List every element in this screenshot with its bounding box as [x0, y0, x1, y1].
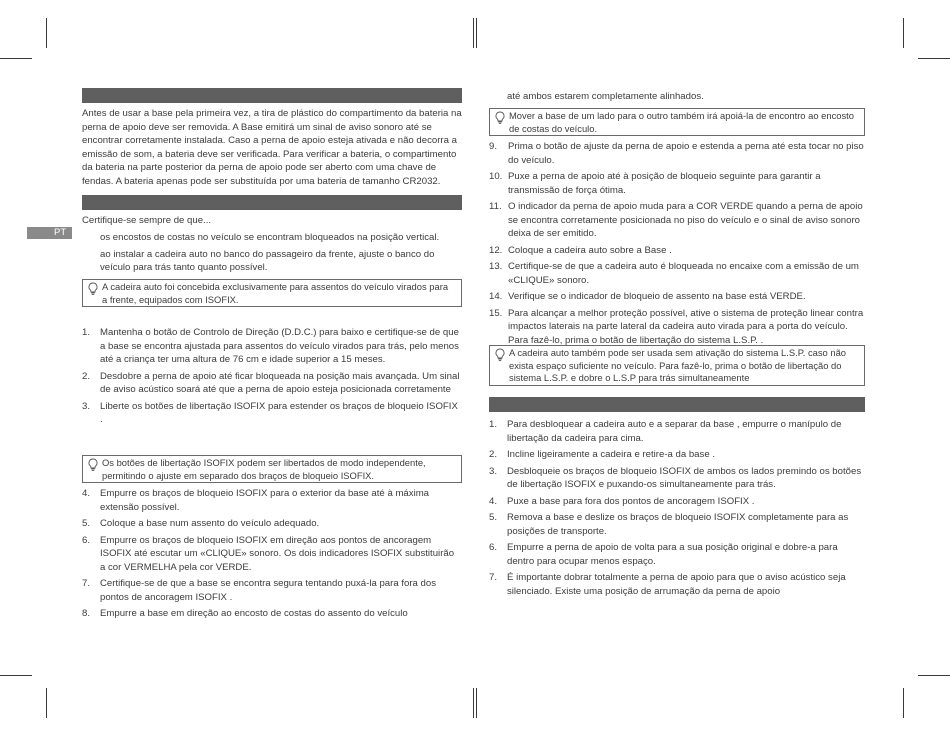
- list-item: 2. Incline ligeiramente a cadeira e retire-a da base .: [489, 449, 715, 460]
- check-intro: Certifique-se sempre de que...: [82, 215, 212, 226]
- language-tab: PT: [27, 227, 72, 239]
- list-item: 12. Coloque a cadeira auto sobre a Base .: [489, 244, 672, 256]
- crop-mark: [473, 18, 474, 48]
- section-header-bar: [489, 397, 865, 412]
- list-item: 10. Puxe a perna de apoio até à posição de bloqueio seguinte para garantir a transmissão de força ótima.: [489, 171, 821, 196]
- note-box: [82, 279, 462, 307]
- crop-mark: [903, 18, 904, 48]
- install-steps-a: [82, 326, 462, 430]
- section-header-bar: [82, 195, 462, 210]
- list-item: 5. Coloque a base num assento do veículo adequado.: [82, 518, 320, 529]
- crop-mark: [918, 675, 950, 676]
- lightbulb-icon: [494, 348, 506, 362]
- battery-paragraph: Antes de usar a base pela primeira vez, a tira de plástico do compartimento da bateria na perna de apoio deve ser removida. A Base emitirá um sinal de aviso sonoro até se encontrar corretamente instalada. Caso a perna de apoio esteja ativada e não decorra a emissão de som, a bateria deve ser verificada. Para verificar a bateria, o compartimento da bateria na parte posterior da perna de apoio pode ser aberto com uma chave de fendas. A bateria apenas pode ser substituída por uma bateria de tamanho CR2032.: [82, 108, 462, 187]
- list-item: 14. Verifique se o indicador de bloqueio de assento na base está VERDE.: [489, 291, 806, 302]
- note-text: A cadeira auto foi concebida exclusivamente para assentos do veículo virados para a frente, equipados com ISOFIX.: [102, 281, 449, 305]
- install-steps-c: [489, 140, 865, 350]
- crop-mark: [918, 58, 950, 59]
- list-item: 8. Empurre a base em direção ao encosto de costas do assento do veículo: [82, 608, 408, 619]
- list-item: 5. Remova a base e deslize os braços de bloqueio ISOFIX completamente para as posições de transporte.: [489, 512, 849, 537]
- list-item: 3. Liberte os botões de libertação ISOFIX para estender os braços de bloqueio ISOFIX .: [82, 400, 458, 425]
- list-item: ao instalar a cadeira auto no banco do passageiro da frente, ajuste o banco do veículo para trás tanto quanto possível.: [100, 248, 435, 273]
- note-box: [489, 345, 865, 386]
- list-item: 6. Empurre os braços de bloqueio ISOFIX em direção aos pontos de ancoragem ISOFIX até escutar um «CLIQUE» sonoro. Os dois indicadores ISOFIX substituirão a cor VERMELHA pela cor VERDE.: [82, 534, 455, 573]
- continued-line: até ambos estarem completamente alinhados.: [507, 91, 704, 102]
- crop-mark: [476, 18, 477, 48]
- list-item: 3. Desbloqueie os braços de bloqueio ISOFIX de ambos os lados premindo os botões de libertação ISOFIX e puxando-os simultaneamente para trás.: [489, 465, 862, 490]
- crop-mark: [903, 688, 904, 718]
- note-text: Os botões de libertação ISOFIX podem ser libertados de modo independente, permitindo o ajuste em separado dos braços de bloqueio ISOFIX.: [102, 457, 426, 481]
- note-box: [489, 108, 865, 136]
- list-item: 6. Empurre a perna de apoio de volta para a sua posição original e dobre-a para dentro para ocupar menos espaço.: [489, 542, 838, 567]
- list-item: 4. Empurre os braços de bloqueio ISOFIX para o exterior da base até à máxima extensão possível.: [82, 488, 430, 513]
- list-item: 7. É importante dobrar totalmente a perna de apoio para que o aviso acústico seja silenciado. Existe uma posição de arrumação da perna de apoio: [489, 572, 846, 597]
- crop-mark: [46, 18, 47, 48]
- removal-steps: [489, 418, 865, 601]
- lightbulb-icon: [87, 458, 99, 472]
- list-item: 15. Para alcançar a melhor proteção possível, ative o sistema de proteção linear contra impactos laterais na parte lateral da cadeira auto virada para a porta do veículo. Para fazê-lo, prima o botão de libertação do sistema L.S.P. .: [489, 307, 864, 346]
- install-steps-b: [82, 487, 462, 624]
- list-item: 11. O indicador da perna de apoio muda para a COR VERDE quando a perna de apoio se encontra corretamente posicionada no piso do veículo e o sinal de aviso sonoro deixa de ser emitido.: [489, 201, 863, 239]
- note-box: [82, 455, 462, 483]
- list-item: 1. Mantenha o botão de Controlo de Direção (D.D.C.) para baixo e certifique-se de que a base se encontra ajustada para assentos do veículo virados para trás, pelo menos até a criança ter uma altura de 76 cm e idade superior a 15 meses.: [82, 327, 459, 365]
- lightbulb-icon: [494, 111, 506, 125]
- crop-mark: [0, 675, 32, 676]
- list-item: 13. Certifique-se de que a cadeira auto é bloqueada no encaixe com a emissão de um «CLIQUE» sonoro.: [489, 261, 859, 286]
- list-item: 7. Certifique-se de que a base se encontra segura tentando puxá-la para fora dos pontos de ancoragem ISOFIX .: [82, 578, 437, 603]
- note-text: Mover a base de um lado para o outro também irá apoiá-la de encontro ao encosto de costas do veículo.: [509, 110, 854, 134]
- list-item: os encostos de costas no veículo se encontram bloqueados na posição vertical.: [100, 232, 440, 243]
- list-item: 9. Prima o botão de ajuste da perna de apoio e estenda a perna até esta tocar no piso do veículo.: [489, 141, 864, 166]
- lightbulb-icon: [87, 282, 99, 296]
- list-item: 1. Para desbloquear a cadeira auto e a separar da base , empurre o manípulo de libertação da cadeira para cima.: [489, 419, 842, 444]
- check-list: [100, 231, 462, 278]
- section-header-bar: [82, 88, 462, 103]
- note-text: A cadeira auto também pode ser usada sem ativação do sistema L.S.P. caso não exista espaço suficiente no veículo. Para fazê-lo, prima o botão de libertação do sistema L.S.P. e dobre o L.S.P para trás simultaneamente: [509, 347, 847, 383]
- list-item: 2. Desdobre a perna de apoio até ficar bloqueada na posição mais avançada. Um sinal de aviso acústico soará até que a perna de apoio esteja posicionada corretamente: [82, 370, 460, 395]
- crop-mark: [473, 688, 474, 718]
- crop-mark: [476, 688, 477, 718]
- crop-mark: [46, 688, 47, 718]
- crop-mark: [0, 58, 32, 59]
- list-item: 4. Puxe a base para fora dos pontos de ancoragem ISOFIX .: [489, 495, 755, 507]
